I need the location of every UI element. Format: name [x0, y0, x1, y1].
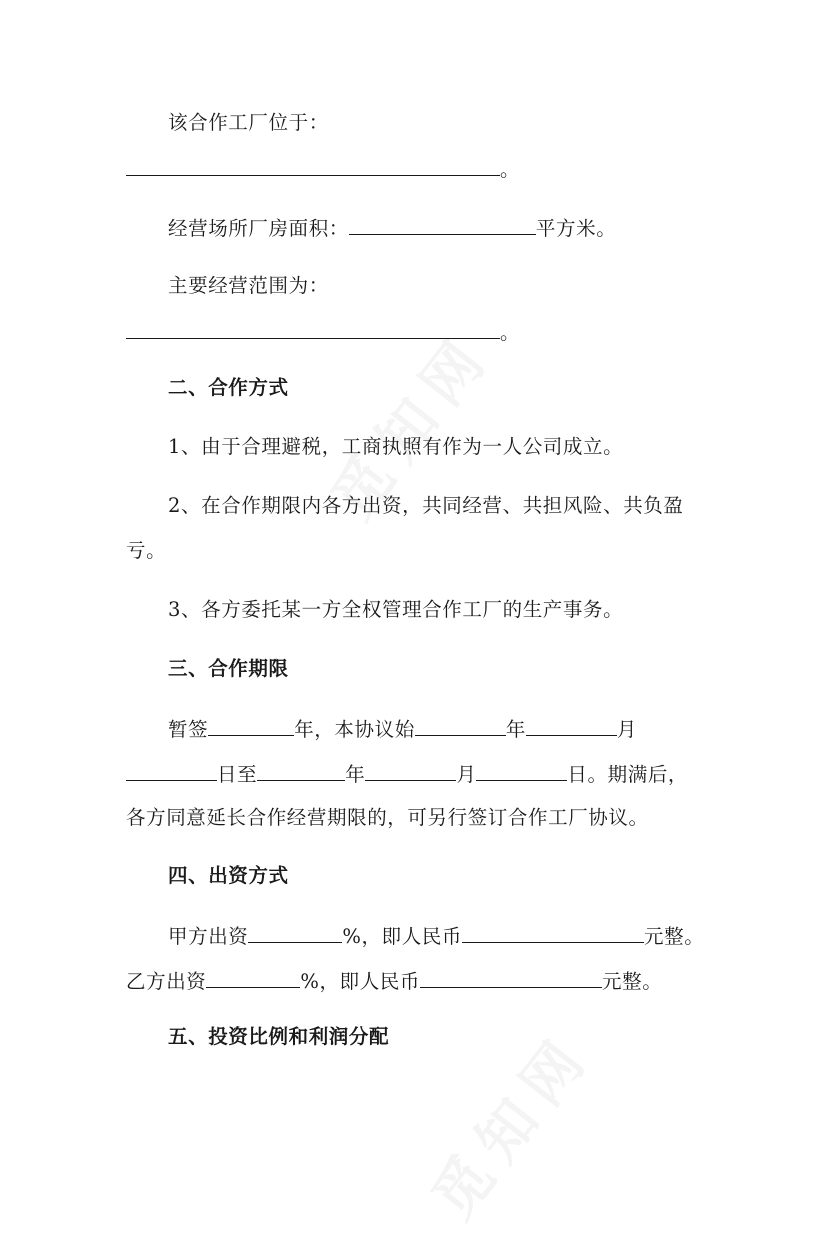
start-year-unit: 年: [505, 718, 526, 741]
location-blank: [126, 158, 500, 176]
partyA-pct-blank: [248, 925, 342, 943]
partyB-label: 乙方出资: [126, 970, 207, 993]
section2-item3: 3、各方委托某一方全权管理合作工厂的生产事务。: [168, 598, 624, 621]
location-line: [126, 158, 520, 180]
partyA-label: 甲方出资: [168, 925, 249, 948]
end-day-blank: [476, 763, 567, 781]
end-month-unit: 月: [456, 763, 477, 786]
area-unit: 平方米。: [535, 217, 617, 240]
section2-item1: 1、由于合理避税，工商执照有作为一人公司成立。: [168, 435, 624, 458]
section5-heading: 五、投资比例和利润分配: [168, 1025, 390, 1048]
area-line: [168, 217, 616, 239]
section4-heading: 四、出资方式: [168, 864, 289, 887]
scope-line: [126, 321, 520, 343]
watermark: [408, 1011, 607, 1233]
partyB-pct-blank: [206, 970, 300, 988]
scope-end: 。: [500, 321, 521, 344]
term-prefix: 暂签: [168, 718, 209, 741]
section3-line1: [168, 718, 637, 740]
location-label: 该合作工厂位于：: [168, 111, 329, 134]
partyA-pct-text: %，即人民币: [342, 925, 463, 948]
term-start-text: 年，本协议始: [294, 718, 415, 741]
section2-item2-line2: 亏。: [126, 539, 167, 562]
location-end: 。: [500, 158, 521, 181]
start-day-blank: [126, 763, 217, 781]
end-month-blank: [365, 763, 456, 781]
end-day-unit: 日。期满后，: [567, 763, 689, 786]
end-year-blank: [257, 763, 345, 781]
partyA-amount-blank: [462, 925, 644, 943]
start-year-blank: [415, 718, 506, 736]
partyB-pct-text: %，即人民币: [300, 970, 421, 993]
section2-item2-line1: 2、在合作期限内各方出资，共同经营、共担风险、共负盈: [168, 494, 684, 517]
end-year-unit: 年: [345, 763, 366, 786]
section3-heading: 三、合作期限: [168, 657, 289, 680]
section3-line2: [126, 763, 688, 785]
scope-label: 主要经营范围为：: [168, 274, 329, 297]
partyB-line: [126, 970, 662, 992]
term-years-blank: [208, 718, 294, 736]
start-month-blank: [526, 718, 617, 736]
partyA-line: [168, 925, 704, 947]
section3-line3: 各方同意延长合作经营期限的，可另行签订合作工厂协议。: [126, 806, 649, 829]
area-label: 经营场所厂房面积：: [168, 217, 349, 240]
start-month-unit: 月: [616, 718, 638, 741]
partyB-amount-blank: [420, 970, 602, 988]
partyA-end: 元整。: [644, 925, 705, 948]
section2-heading: 二、合作方式: [168, 376, 289, 399]
start-day-unit: 日至: [217, 763, 258, 786]
scope-blank: [126, 321, 500, 339]
area-blank: [349, 217, 536, 235]
partyB-end: 元整。: [602, 970, 663, 993]
